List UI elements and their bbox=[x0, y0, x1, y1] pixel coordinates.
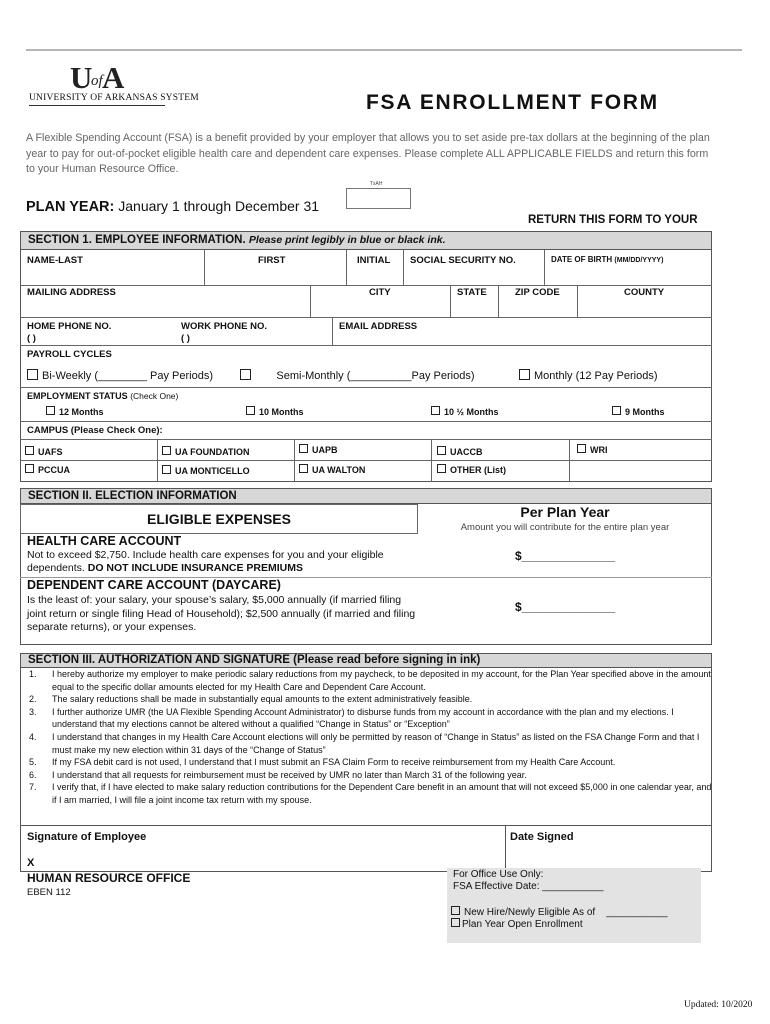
campus-ua-walton[interactable] bbox=[299, 464, 365, 475]
section1-header bbox=[20, 231, 712, 250]
county-label: COUNTY bbox=[624, 287, 665, 298]
ua-logo-icon bbox=[68, 58, 128, 92]
biweekly-text: Bi-Weekly (________ Pay Periods) bbox=[42, 370, 213, 382]
campus-text: WRI bbox=[590, 445, 608, 455]
svg-text:U: U bbox=[70, 60, 93, 92]
auth-item bbox=[22, 781, 712, 806]
plan-year bbox=[26, 198, 319, 215]
campus-uafs[interactable] bbox=[25, 446, 63, 457]
auth-num: 3. bbox=[29, 706, 37, 717]
home-phone-paren: ( ) bbox=[27, 333, 36, 344]
checkbox-icon[interactable] bbox=[46, 406, 55, 415]
divider bbox=[310, 285, 311, 317]
section2-title: SECTION II. ELECTION INFORMATION bbox=[28, 490, 237, 502]
checkbox-icon[interactable] bbox=[519, 369, 530, 380]
health-care-desc bbox=[27, 549, 419, 575]
section1-title-text: SECTION 1. EMPLOYEE INFORMATION. bbox=[28, 234, 246, 246]
new-hire-text: New Hire/Newly Eligible As of bbox=[464, 907, 596, 918]
svg-text:of: of bbox=[91, 73, 103, 89]
dependent-care-amount[interactable]: $______________ bbox=[515, 600, 616, 614]
plan-year-label: PLAN YEAR: bbox=[26, 199, 115, 215]
auth-text: I understand that all requests for reimbursement must be received by UMR no later than March 31 of the following year. bbox=[52, 769, 527, 780]
section2-bottom bbox=[20, 644, 712, 645]
auth-text: If my FSA debit card is not used, I understand that I must submit an FSA Claim Form to receive reimbursement from my Health Care Account. bbox=[52, 757, 616, 768]
auth-num: 7. bbox=[29, 782, 37, 793]
office-use-box bbox=[447, 868, 701, 943]
dob-label bbox=[551, 255, 663, 264]
office-use-label: For Office Use Only: bbox=[453, 869, 544, 880]
divider bbox=[346, 250, 347, 285]
campus-pccua[interactable] bbox=[25, 464, 70, 475]
health-care-title: HEALTH CARE ACCOUNT bbox=[27, 534, 182, 548]
dob-text: DATE OF BIRTH bbox=[551, 255, 613, 264]
divider bbox=[544, 250, 545, 285]
zip-label: ZIP CODE bbox=[515, 287, 560, 298]
checkbox-icon[interactable] bbox=[437, 446, 446, 455]
section3-header bbox=[20, 653, 712, 668]
campus-text: UACCB bbox=[450, 447, 483, 457]
signature-field[interactable] bbox=[40, 857, 500, 870]
svg-text:A: A bbox=[102, 60, 125, 92]
fsa-effective-date: FSA Effective Date: ___________ bbox=[453, 881, 604, 892]
auth-text: The salary reductions shall be made in substantially equal amounts to the extent administratively feasible. bbox=[52, 694, 473, 705]
monthly-text: Monthly (12 Pay Periods) bbox=[534, 370, 658, 382]
plan-year-box[interactable] bbox=[346, 188, 411, 209]
status-10-half-months[interactable] bbox=[431, 406, 499, 417]
work-phone-label: WORK PHONE NO. bbox=[181, 321, 268, 332]
row-divider bbox=[20, 460, 712, 461]
dependent-care-title: DEPENDENT CARE ACCOUNT (DAYCARE) bbox=[27, 578, 281, 592]
plan-year-value: January 1 through December 31 bbox=[118, 198, 320, 214]
campus-text: UAFS bbox=[38, 447, 63, 457]
divider bbox=[498, 285, 499, 317]
semimonthly-option[interactable] bbox=[240, 369, 475, 382]
auth-num: 1. bbox=[29, 669, 37, 679]
divider bbox=[204, 250, 205, 285]
checkbox-icon[interactable] bbox=[437, 464, 446, 473]
row-divider bbox=[20, 439, 712, 440]
section2-header bbox=[20, 488, 712, 504]
divider bbox=[332, 317, 333, 345]
hr-office-label: HUMAN RESOURCE OFFICE bbox=[27, 871, 191, 885]
row-divider bbox=[20, 285, 712, 286]
checkbox-icon[interactable] bbox=[299, 444, 308, 453]
first-label: FIRST bbox=[258, 255, 286, 266]
row-divider bbox=[20, 345, 712, 346]
campus-text: UA MONTICELLO bbox=[175, 466, 250, 476]
section1-box bbox=[20, 231, 712, 482]
initial-label: INITIAL bbox=[357, 255, 391, 266]
ssn-label: SOCIAL SECURITY NO. bbox=[410, 255, 516, 266]
auth-text: I hereby authorize my employer to make periodic salary reductions from my paycheck, to be deposited in my account, for the Plan Year specified above in the amount equal to the specific dollar amounts elected for my Health Care and Dependent Care Account. bbox=[52, 669, 711, 692]
date-signed-label: Date Signed bbox=[510, 831, 574, 843]
status-10-months[interactable] bbox=[246, 406, 304, 417]
dob-format: (MM/DD/YYYY) bbox=[614, 257, 664, 264]
auth-item bbox=[22, 731, 712, 756]
section1-note: Please print legibly in blue or black ink. bbox=[248, 234, 446, 246]
section1-title bbox=[28, 234, 446, 246]
section3-title: SECTION III. AUTHORIZATION AND SIGNATURE (Please read before signing in ink) bbox=[28, 654, 481, 666]
auth-num: 6. bbox=[29, 769, 37, 780]
semimonthly-text: Semi-Monthly (__________Pay Periods) bbox=[276, 370, 475, 382]
status-9-text: 9 Months bbox=[625, 407, 665, 417]
health-desc-text: Not to exceed $2,750. Include health care expenses for you and your eligible dependents. bbox=[27, 549, 384, 574]
campus-text: PCCUA bbox=[38, 465, 71, 475]
campus-ua-foundation[interactable] bbox=[162, 446, 250, 457]
checkbox-icon[interactable] bbox=[451, 906, 460, 915]
checkbox-icon[interactable] bbox=[162, 446, 171, 455]
open-enrollment-option[interactable] bbox=[451, 918, 583, 930]
row-divider bbox=[20, 421, 712, 422]
checkbox-icon[interactable] bbox=[25, 464, 34, 473]
auth-text: I understand that changes in my Health Care Account elections will only be permitted by reason of “Change in Status” as listed on the FSA Change Form and that I must make my new election within 31 days of the “Change of Status” bbox=[52, 731, 700, 755]
divider bbox=[505, 825, 506, 872]
campus-label: CAMPUS (Please Check One): bbox=[27, 425, 163, 436]
state-label: STATE bbox=[457, 287, 487, 298]
open-enrollment-text: Plan Year Open Enrollment bbox=[462, 919, 583, 930]
signature-label: Signature of Employee bbox=[27, 831, 147, 843]
dependent-care-desc: Is the least of: your salary, your spouse’s salary, $5,000 annually (if married filing joint return or single filing Head of Household); $2,500 annually (if married and filing separate returns), or your expenses. bbox=[27, 594, 416, 633]
campus-uaccb[interactable] bbox=[437, 446, 483, 457]
checkbox-icon[interactable] bbox=[451, 918, 460, 927]
section3-left-border bbox=[20, 668, 21, 825]
health-care-amount[interactable]: $______________ bbox=[515, 549, 616, 563]
updated-date: Updated: 10/2020 bbox=[684, 1000, 753, 1010]
campus-wri[interactable] bbox=[577, 444, 608, 455]
campus-text: UA FOUNDATION bbox=[175, 447, 250, 457]
eligible-expenses-box bbox=[20, 504, 418, 534]
logo-text: UNIVERSITY OF ARKANSAS SYSTEM bbox=[29, 93, 199, 103]
status-10-text: 10 Months bbox=[259, 407, 304, 417]
divider bbox=[403, 250, 404, 285]
signature-x: X bbox=[27, 857, 35, 869]
monthly-option[interactable] bbox=[519, 369, 658, 382]
eligible-expenses-heading: ELIGIBLE EXPENSES bbox=[147, 511, 291, 527]
auth-item bbox=[22, 668, 712, 693]
health-desc-bold: DO NOT INCLUDE INSURANCE PREMIUMS bbox=[87, 562, 303, 574]
checkbox-icon[interactable] bbox=[577, 444, 586, 453]
status-9-months[interactable] bbox=[612, 406, 665, 417]
form-title: FSA ENROLLMENT FORM bbox=[366, 91, 659, 114]
top-rule bbox=[26, 49, 742, 51]
checkbox-icon[interactable] bbox=[25, 446, 34, 455]
checkbox-icon[interactable] bbox=[162, 465, 171, 474]
row-divider bbox=[20, 317, 712, 318]
employment-status-text: EMPLOYMENT STATUS bbox=[27, 391, 128, 401]
check-one-note: (Check One) bbox=[130, 391, 179, 401]
auth-num: 5. bbox=[29, 757, 37, 768]
return-text: RETURN THIS FORM TO YOUR bbox=[528, 214, 698, 226]
checkbox-icon[interactable] bbox=[246, 406, 255, 415]
checkbox-icon[interactable] bbox=[299, 464, 308, 473]
per-plan-year-sub: Amount you will contribute for the entire plan year bbox=[460, 522, 670, 533]
payroll-cycles-label: PAYROLL CYCLES bbox=[27, 349, 112, 360]
employment-status-label bbox=[27, 391, 178, 401]
email-label: EMAIL ADDRESS bbox=[339, 321, 418, 332]
status-12-months[interactable] bbox=[46, 406, 104, 417]
campus-uapb[interactable] bbox=[299, 444, 338, 455]
status-10-half-text: 10 ½ Months bbox=[444, 407, 499, 417]
checkbox-icon[interactable] bbox=[27, 369, 38, 380]
new-hire-blank: ___________ bbox=[606, 907, 668, 918]
date-signed-field[interactable] bbox=[510, 848, 706, 868]
home-phone-label: HOME PHONE NO. bbox=[27, 321, 112, 332]
campus-other[interactable] bbox=[437, 464, 506, 475]
mailing-address-label: MAILING ADDRESS bbox=[27, 287, 116, 298]
biweekly-option[interactable] bbox=[27, 369, 213, 382]
logo-underline bbox=[29, 105, 165, 106]
auth-text: I further authorize UMR (the UA Flexible Spending Account Administrator) to disburse funds from my account in accordance with the plan and my elections. I understand that my elections cannot be altered without a qualified “Change in Status” or “Exception” bbox=[52, 706, 674, 730]
new-hire-option[interactable] bbox=[451, 906, 667, 918]
campus-text: UA WALTON bbox=[312, 465, 366, 475]
checkbox-icon[interactable] bbox=[240, 369, 251, 380]
auth-item bbox=[22, 756, 712, 769]
checkbox-icon[interactable] bbox=[612, 406, 621, 415]
auth-num: 2. bbox=[29, 694, 37, 705]
campus-ua-monticello[interactable] bbox=[162, 465, 250, 476]
campus-text: OTHER (List) bbox=[450, 465, 506, 475]
auth-num: 4. bbox=[29, 731, 37, 742]
work-phone-paren: ( ) bbox=[181, 333, 190, 344]
per-plan-year-heading: Per Plan Year bbox=[520, 504, 610, 520]
row-divider bbox=[20, 387, 712, 388]
status-12-text: 12 Months bbox=[59, 407, 104, 417]
tiny-box-label: TxAH bbox=[370, 181, 383, 187]
name-last-label: NAME-LAST bbox=[27, 255, 83, 266]
checkbox-icon[interactable] bbox=[431, 406, 440, 415]
divider bbox=[450, 285, 451, 317]
city-label: CITY bbox=[369, 287, 391, 298]
campus-text: UAPB bbox=[312, 445, 338, 455]
auth-item bbox=[22, 706, 712, 731]
intro-text: A Flexible Spending Account (FSA) is a benefit provided by your employer that allows you to set aside pre-tax dollars at the beginning of the plan year to pay for out-of-pocket eligible health care and dependent care expenses. Please complete ALL APPLICABLE FIELDS and return this form to your Human Resource Office. bbox=[26, 132, 710, 175]
authorization-list bbox=[22, 668, 712, 807]
form-code: EBEN 112 bbox=[27, 887, 71, 898]
divider bbox=[577, 285, 578, 317]
auth-text: I verify that, if I have elected to make salary reduction contributions for the Dependent Care benefit in an amount that will not exceed $5,000 in one calendar year, and if I am married, I will file a joint income tax return with my spouse. bbox=[52, 782, 712, 805]
auth-item bbox=[22, 769, 712, 782]
auth-item bbox=[22, 693, 712, 706]
